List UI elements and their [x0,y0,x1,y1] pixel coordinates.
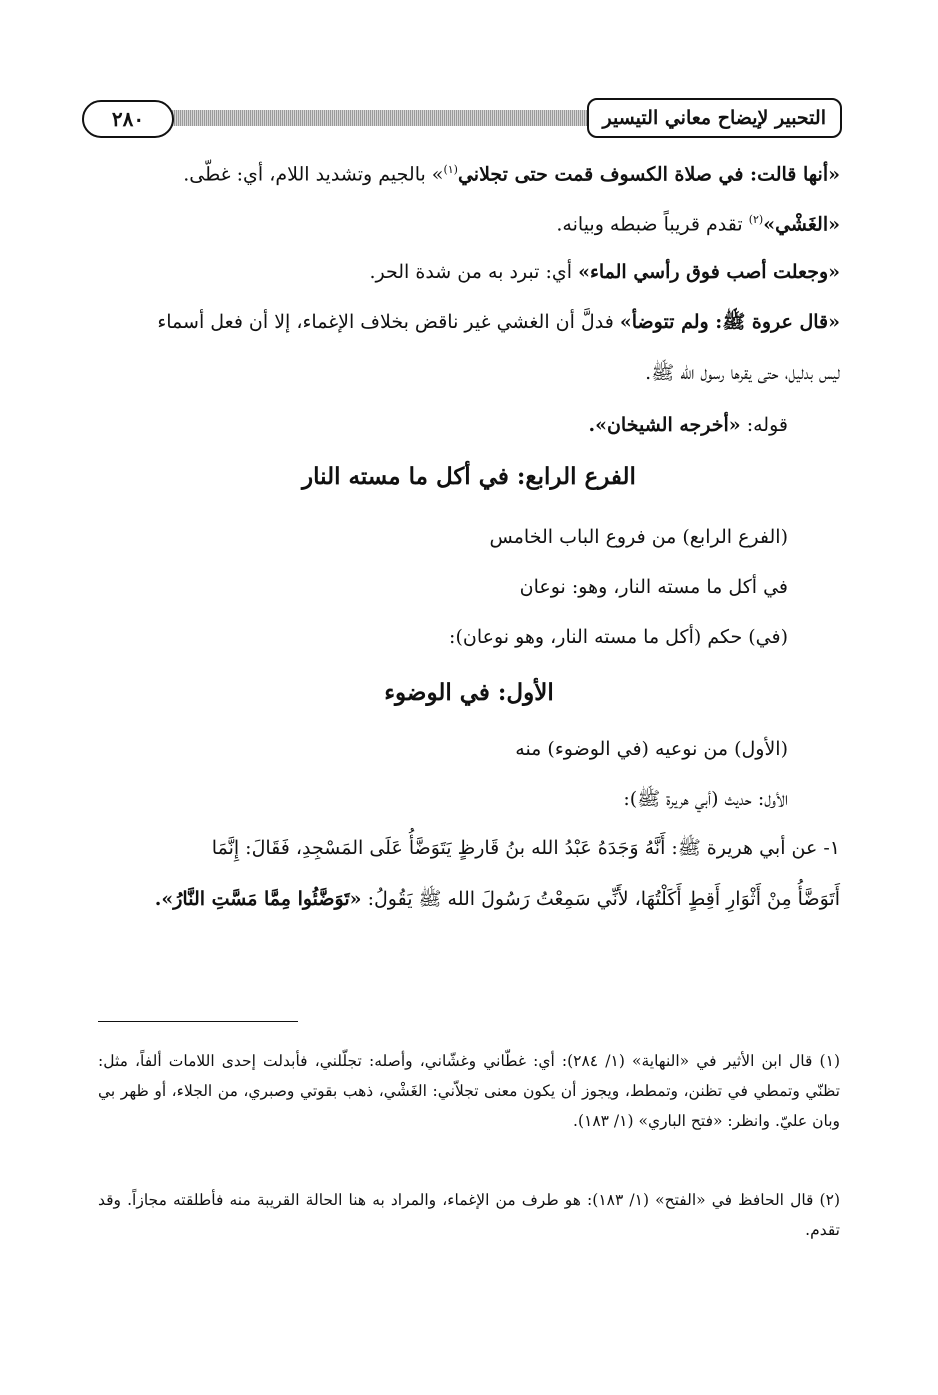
text-line-4: «قال عروة ﷺ: ولم تتوضأ» فدلَّ أن الغشي غير ناقض بخلاف الإغماء، إلا أن فعل أسماء [157,311,840,333]
text-line-10: (الأول) من نوعيه (في الوضوء) منه [515,738,788,760]
text-line-9: (في) حكم (أكل ما مسته النار، وهو نوعان): [449,626,788,648]
text-line-11: الأول: حديث (أبي هريرة ﷺ): [623,788,788,810]
hadith-line-1: ١- عن أبي هريرة ﷺ: أَنَّهُ وَجَدَهُ عَبْدُ الله بنُ قَارظٍ يَتَوَضَّأُ عَلَى المَسْجِدِ، فَقَالَ: إِنَّمَا [211,837,840,859]
footnote-marker-2: (٢) [748,213,764,226]
page-number: ٢٨٠ [82,100,174,138]
hadith-line-2: أَتَوَضَّأُ مِنْ أَثْوَارِ أَقِطٍ أَكَلْتُهَا، لأَنِّي سَمِعْتُ رَسُولَ الله ﷺ يَقُولُ: «تَوَضَّئُوا مِمَّا مَسَّتِ النَّارُ». [154,888,840,910]
text-line-2: «الغَشْي»$^{(٢)}$ تقدم قريباً ضبطه وبيانه. [556,213,840,236]
footnote-separator [98,1021,298,1022]
text-line-6: قوله: «أخرجه الشيخان». [588,414,788,436]
text-line-5: ليس بدليل، حتى يقرها رسول الله ﷺ. [645,362,840,384]
text-line-1: «أنها قالت: في صلاة الكسوف قمت حتى تجلاني$^{(١)}$» بالجيم وتشديد اللام، أي: غطّى. [183,163,840,186]
footnote-marker-1: (١) [443,163,458,176]
text-line-8: في أكل ما مسته النار، وهو: نوعان [519,576,788,598]
text-line-7: (الفرع الرابع) من فروع الباب الخامس [489,526,788,548]
section-heading-2: الأول: في الوضوء [384,679,554,706]
footnote-2: (٢) قال الحافظ في «الفتح» (١/ ١٨٣): هو طرف من الإغماء، والمراد به هنا الحالة القريبة منه فأطلقته مجازاً. وقد تقدم. [98,1191,840,1239]
section-heading-1: الفرع الرابع: في أكل ما مسته النار [302,463,636,490]
running-header [82,98,842,146]
footnote-1: (١) قال ابن الأثير في «النهاية» (١/ ٢٨٤): أي: غطّاني وغشّاني، وأصله: تجلّلني، فأبدلت إحدى اللامات ألفاً، مثل: تظنّي وتمطي في تظنن، وتمطط، ويجوز أن يكون معنى تجلاّني: الغَشْي، ذهب بقوتي وصبري، من الجلاء، أو ظهر بي وبان عليّ. وانظر: «فتح الباري» (١/ ١٨٣). [98,1052,840,1130]
book-title: التحبير لإيضاح معاني التيسير [587,98,842,138]
text-line-3: «وجعلت أصب فوق رأسي الماء» أي: تبرد به من شدة الحر. [369,261,840,283]
